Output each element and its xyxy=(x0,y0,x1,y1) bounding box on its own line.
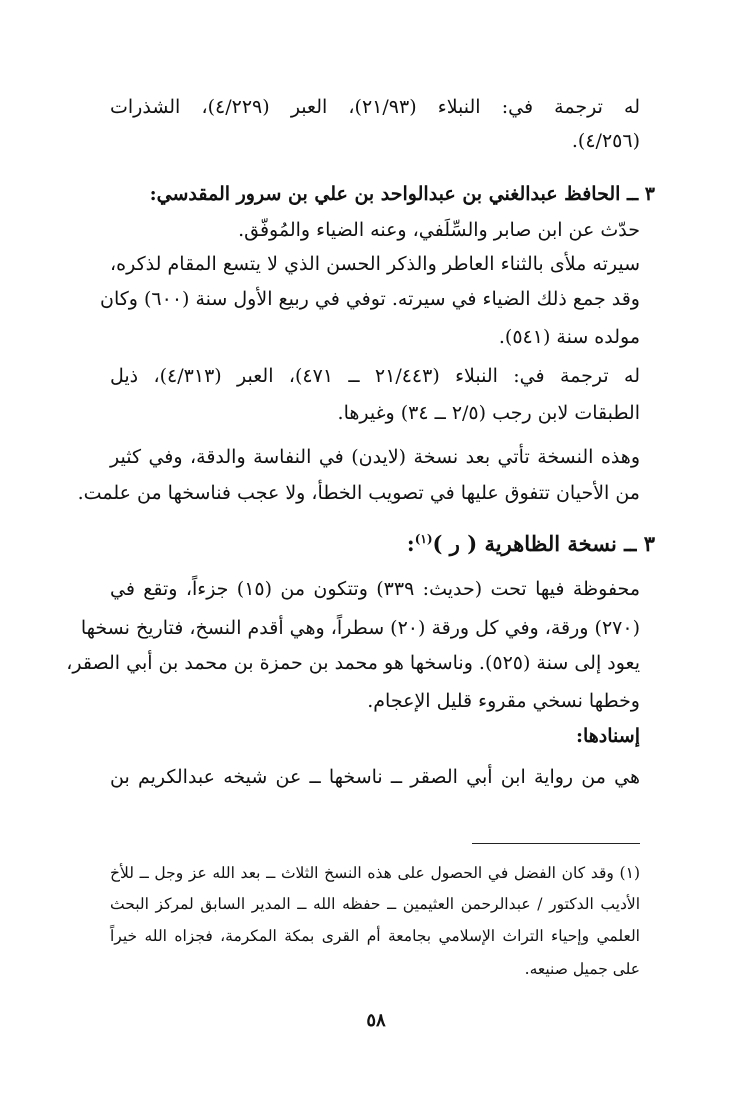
section-heading-colon: : xyxy=(406,531,415,556)
footnote-ref: (١) xyxy=(414,532,433,546)
footnote-line: (١) وقد كان الفضل في الحصول على هذه النسخ الثلاث ــ بعد الله عز وجل ــ للأخ xyxy=(110,864,640,882)
footnote-divider xyxy=(472,843,640,844)
text-line: هي من رواية ابن أبي الصقر ــ ناسخها ــ عن شيخه عبدالكريم بن xyxy=(110,766,640,788)
item-heading: ٣ ــ الحافظ عبدالغني بن عبدالواحد بن علي بن سرور المقدسي: xyxy=(149,183,655,205)
page-number: ٥٨ xyxy=(366,1010,386,1031)
text-line: سيرته ملأى بالثناء العاطر والذكر الحسن الذي لا يتسع المقام لذكره، xyxy=(110,253,640,275)
footnote-line: على جميل صنيعه. xyxy=(524,960,640,978)
text-line: (٢٧٠) ورقة، وفي كل ورقة (٢٠) سطراً، وهي أقدم النسخ، فتاريخ نسخها xyxy=(80,617,640,639)
text-line: وقد جمع ذلك الضياء في سيرته. توفي في ربيع الأول سنة (٦٠٠) وكان xyxy=(100,288,640,310)
isnad-label: إسنادها: xyxy=(575,725,640,747)
text-line: الطبقات لابن رجب (٢/٥ ــ ٣٤) وغيرها. xyxy=(337,402,640,424)
text-line: مولده سنة (٥٤١). xyxy=(498,326,640,348)
text-line: محفوظة فيها تحت (حديث: ٣٣٩) وتتكون من (١٥) جزءاً، وتقع في xyxy=(110,578,641,600)
section-heading-text: ٣ ــ نسخة الظاهرية ( ر ) xyxy=(432,531,655,556)
section-heading xyxy=(407,524,655,559)
text-line: حدّث عن ابن صابر والسِّلَفي، وعنه الضياء والمُوفّق. xyxy=(238,219,640,241)
text-line: له ترجمة في: النبلاء (٢١/٤٤٣ ــ ٤٧١)، العبر (٤/٣١٣)، ذيل xyxy=(110,365,640,387)
footnote-line: العلمي وإحياء التراث الإسلامي بجامعة أم القرى بمكة المكرمة، فجزاه الله خيراً xyxy=(110,927,640,945)
text-line: له ترجمة في: النبلاء (٢١/٩٣)، العبر (٤/٢٢٩)، الشذرات xyxy=(110,96,640,118)
footnote-line: الأديب الدكتور / عبدالرحمن العثيمين ــ حفظه الله ــ المدير السابق لمركز البحث xyxy=(110,895,640,913)
text-line: يعود إلى سنة (٥٢٥). وناسخها هو محمد بن حمزة بن محمد بن أبي الصقر، xyxy=(66,652,640,674)
text-line: من الأحيان تتفوق عليها في تصويب الخطأ، ولا عجب فناسخها من علمت. xyxy=(77,482,640,504)
text-line: وخطها نسخي مقروء قليل الإعجام. xyxy=(367,690,640,712)
text-line: (٤/٢٥٦). xyxy=(571,130,640,152)
text-line: وهذه النسخة تأتي بعد نسخة (لايدن) في النفاسة والدقة، وفي كثير xyxy=(110,446,640,468)
